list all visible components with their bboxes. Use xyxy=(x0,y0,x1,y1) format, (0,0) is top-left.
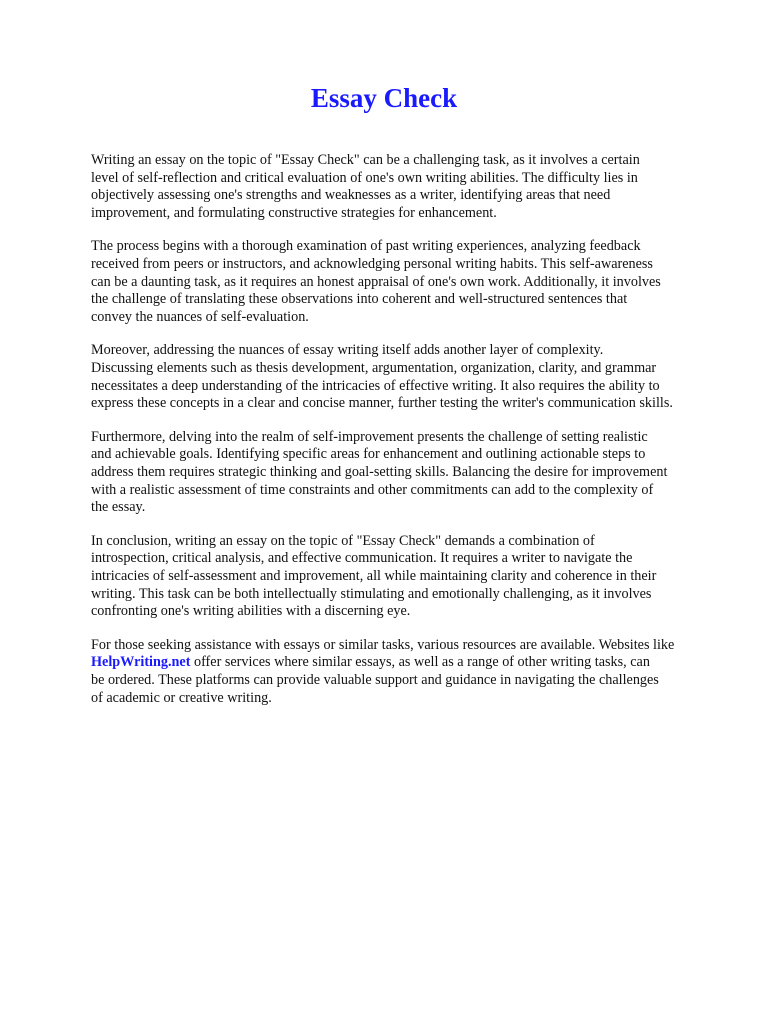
paragraph-line: the challenge of translating these observations into coherent and well-structured sentences that xyxy=(91,291,628,308)
paragraph-line: with a realistic assessment of time constraints and other commitments can add to the complexity of xyxy=(91,481,654,498)
paragraph-line: Moreover, addressing the nuances of essay writing itself adds another layer of complexity. xyxy=(91,342,604,359)
paragraph-line: writing. This task can be both intellectually stimulating and emotionally challenging, as it involves xyxy=(91,585,652,602)
page-title: Essay Check xyxy=(310,83,458,113)
paragraph-line: level of self-reflection and critical evaluation of one's own writing abilities. The difficulty lies in xyxy=(91,169,638,186)
paragraph xyxy=(91,152,763,223)
paragraph-line: objectively assessing one's strengths and weaknesses as a writer, identifying areas that need xyxy=(91,187,611,204)
paragraph-line: and achievable goals. Identifying specific areas for enhancement and outlining actionable steps to xyxy=(91,446,646,463)
paragraph-line: of academic or creative writing. xyxy=(91,689,272,706)
paragraph-line: the essay. xyxy=(91,499,146,516)
paragraph-line: For those seeking assistance with essays or similar tasks, various resources are available. Websites like xyxy=(91,636,675,653)
paragraph xyxy=(91,238,763,327)
paragraph-line: The process begins with a thorough examination of past writing experiences, analyzing feedback xyxy=(91,238,641,255)
paragraph-resources xyxy=(91,637,763,708)
paragraph-line: In conclusion, writing an essay on the topic of "Essay Check" demands a combination of xyxy=(91,532,595,549)
paragraph xyxy=(91,342,763,413)
paragraph-line: express these concepts in a clear and concise manner, further testing the writer's communication skills. xyxy=(91,395,673,412)
paragraph-line: confronting one's writing abilities with a discerning eye. xyxy=(91,603,411,620)
paragraph-list xyxy=(91,152,763,621)
paragraph-line: Writing an essay on the topic of "Essay Check" can be a challenging task, as it involves a certain xyxy=(91,152,640,168)
helpwriting-link[interactable]: HelpWriting.net xyxy=(91,654,191,671)
paragraph-line: intricacies of self-assessment and improvement, all while maintaining clarity and coherence in their xyxy=(91,568,657,585)
paragraph-line: received from peers or instructors, and acknowledging personal writing habits. This self-awareness xyxy=(91,256,653,273)
paragraph-line: Furthermore, delving into the realm of self-improvement presents the challenge of setting realistic xyxy=(91,428,648,445)
paragraph-line xyxy=(91,654,763,672)
paragraph-line: address them requires strategic thinking and goal-setting skills. Balancing the desire for improvement xyxy=(91,464,668,481)
paragraph-line: necessitates a deep understanding of the intricacies of effective writing. It also requires the ability to xyxy=(91,377,660,394)
paragraph-line: be ordered. These platforms can provide valuable support and guidance in navigating the challenges xyxy=(91,672,659,689)
paragraph-line-text: offer services where similar essays, as well as a range of other writing tasks, can xyxy=(190,654,650,671)
paragraph-line: can be a daunting task, as it requires an honest appraisal of one's own work. Additionally, it involves xyxy=(91,273,661,290)
paragraph xyxy=(91,429,763,518)
paragraph-line: introspection, critical analysis, and effective communication. It requires a writer to navigate the xyxy=(91,550,633,567)
essay-body xyxy=(91,152,763,707)
paragraph-line: convey the nuances of self-evaluation. xyxy=(91,309,309,326)
paragraph xyxy=(91,533,763,622)
paragraph-line: Discussing elements such as thesis development, argumentation, organization, clarity, and grammar xyxy=(91,360,657,377)
paragraph-line: improvement, and formulating constructive strategies for enhancement. xyxy=(91,205,497,222)
